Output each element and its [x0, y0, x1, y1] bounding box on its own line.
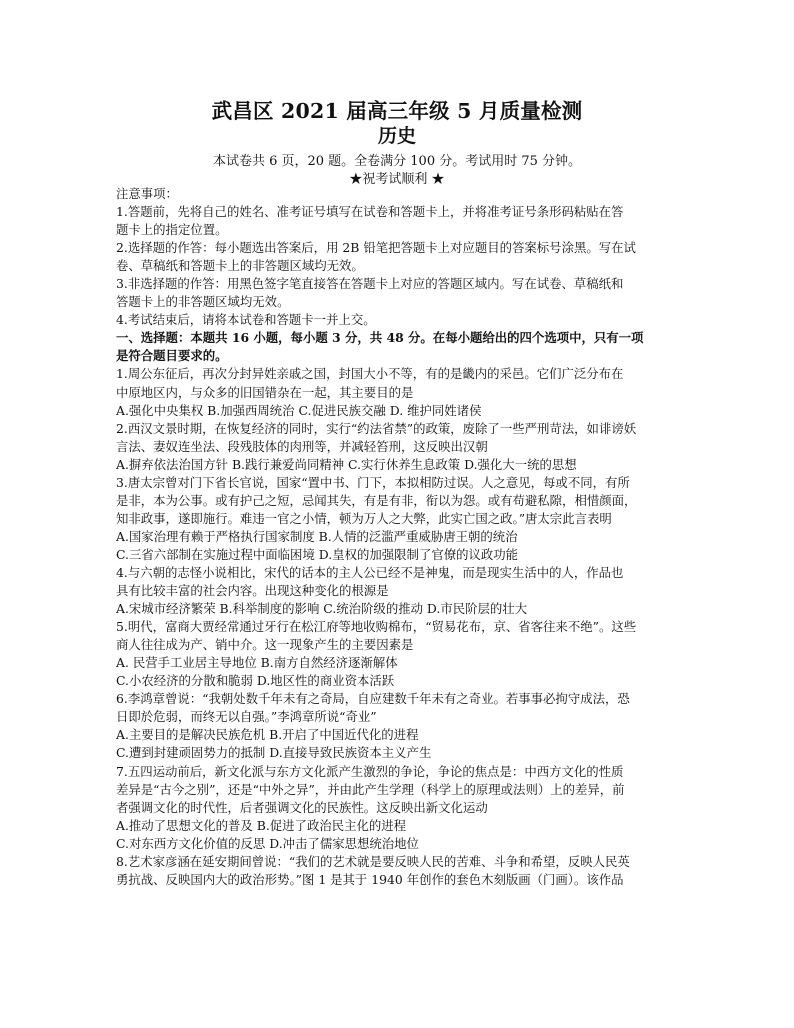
text-line: 言法、妻奴连坐法、段残肢体的肉刑等，并减轻笞刑，这反映出汉朝: [116, 438, 488, 454]
text-line: A.推动了思想文化的普及 B.促进了政治民主化的进程: [116, 817, 407, 833]
text-line: 1.答题前，先将自己的姓名、准考证号填写在试卷和答题卡上，并将准考证号条形码粘贴在答: [116, 204, 624, 220]
text-line: 是符合题目要求的。: [116, 348, 228, 364]
text-line: 1.周公东征后，再次分封异姓亲戚之国，封国大小不等，有的是畿内的采邑。它们广泛分布在: [116, 366, 624, 382]
text-line: A.摒弃依法治国方针 B.践行兼爱尚同精神 C.实行休养生息政策 D.强化大一统的思想: [116, 456, 577, 472]
text-line: 2.选择题的作答：每小题选出答案后，用 2B 铅笔把答题卡上对应题目的答案标号涂黑。写在试: [116, 240, 636, 256]
text-line: 题卡上的指定位置。: [116, 222, 228, 238]
text-line: A.强化中央集权 B.加强西周统治 C.促进民族交融 D. 维护同姓诸侯: [116, 402, 482, 418]
text-line: 者强调文化的时代性，后者强调文化的民族性。这反映出新文化运动: [116, 799, 488, 815]
text-line: A.宋城市经济繁荣 B.科举制度的影响 C.统治阶级的推动 D.市民阶层的壮大: [116, 601, 528, 617]
text-line: 商人往往成为产、销中介。这一现象产生的主要因素是: [116, 637, 414, 653]
text-line: 5.明代，富商大贾经常通过牙行在松江府等地收购棉布，“贸易花布，京、省客往来不绝”。这些: [116, 619, 637, 635]
text-line: 日即於危弱，而终无以自强。”李鸿章所说“奇业”: [116, 709, 377, 725]
text-line: A.国家治理有赖于严格执行国家制度 B.人情的泛滥严重威胁唐王朝的统治: [116, 528, 518, 544]
text-line: 8.艺术家彦涵在延安期间曾说：“我们的艺术就是要反映人民的苦难、斗争和希望，反映人民英: [116, 853, 630, 869]
exam-title: 武昌区 2021 届高三年级 5 月质量检测: [211, 99, 583, 123]
text-line: 3.唐太宗曾对门下省长官说，国家“置中书、门下，本拟相防过误。人之意见，每或不同，有所: [116, 474, 630, 490]
text-line: 是非，本为公事。或有护己之短，忌闻其失，有是有非，衔以为怨。或有苟避私隙，相惜颜面，: [116, 492, 637, 508]
text-line: 2.西汉文景时期，在恢复经济的同时，实行“约法省禁”的政策，废除了一些严刑苛法，如诽谤妖: [116, 420, 637, 436]
text-line: 6.李鸿章曾说：“我朝处数千年未有之奇局，自应建数千年未有之奇业。若事事必拘守成法，恐: [116, 691, 630, 707]
exam-wish: ★祝考试顺利 ★: [349, 172, 445, 187]
subject-title: 历史: [377, 125, 416, 147]
text-line: 一、选择题：本题共 16 小题，每小题 3 分，共 48 分。在每小题给出的四个选项中，只有一项: [116, 330, 644, 346]
text-line: 4.与六朝的志怪小说相比，宋代的话本的主人公已经不是神鬼，而是现实生活中的人，作品也: [116, 564, 624, 580]
text-line: C.对东西方文化价值的反思 D.冲击了儒家思想统治地位: [116, 835, 419, 851]
text-line: 7.五四运动前后，新文化派与东方文化派产生激烈的争论，争论的焦点是：中西方文化的性质: [116, 763, 624, 779]
text-line: 知非政事，遂即施行。难违一官之小情，顿为万人之大弊，此实亡国之政。”唐太宗此言表明: [116, 510, 612, 526]
text-line: 中原地区内，与众多的旧国错杂在一起，其主要目的是: [116, 384, 414, 400]
text-line: 3.非选择题的作答：用黑色签字笔直接答在答题卡上对应的答题区域内。写在试卷、草稿纸和: [116, 276, 624, 292]
exam-body: [116, 185, 681, 889]
text-line: 4.考试结束后，请将本试卷和答题卡一并上交。: [116, 312, 376, 328]
text-line: C.三省六部制在实施过程中面临困境 D.皇权的加强限制了官僚的议政功能: [116, 546, 519, 562]
text-line: C.遭到封建顽固势力的抵制 D.直接导致民族资本主义产生: [116, 745, 432, 761]
text-line: A. 民营手工业居主导地位 B.南方自然经济逐渐解体: [116, 655, 398, 671]
text-line: 勇抗战、反映国内大的政治形势。”图 1 是其于 1940 年创作的套色木刻版画（门画）。该作品: [116, 871, 624, 887]
text-line: 答题卡上的非答题区域均无效。: [116, 294, 290, 310]
text-line: A.主要目的是解决民族危机 B.开启了中国近代化的进程: [116, 727, 419, 743]
text-line: 差异是“古今之别”，还是“中外之异”，并由此产生学理（科学上的原理或法则）上的差异，前: [116, 781, 625, 797]
text-line: 注意事项：: [116, 186, 178, 201]
exam-info: 本试卷共 6 页，20 题。全卷满分 100 分。考试用时 75 分钟。: [212, 154, 582, 169]
text-line: C.小农经济的分散和脆弱 D.地区性的商业资本活跃: [116, 673, 395, 689]
text-line: 卷、草稿纸和答题卡上的非答题区域均无效。: [116, 258, 364, 274]
text-line: 具有比较丰富的社会内容。出现这种变化的根源是: [116, 583, 389, 599]
